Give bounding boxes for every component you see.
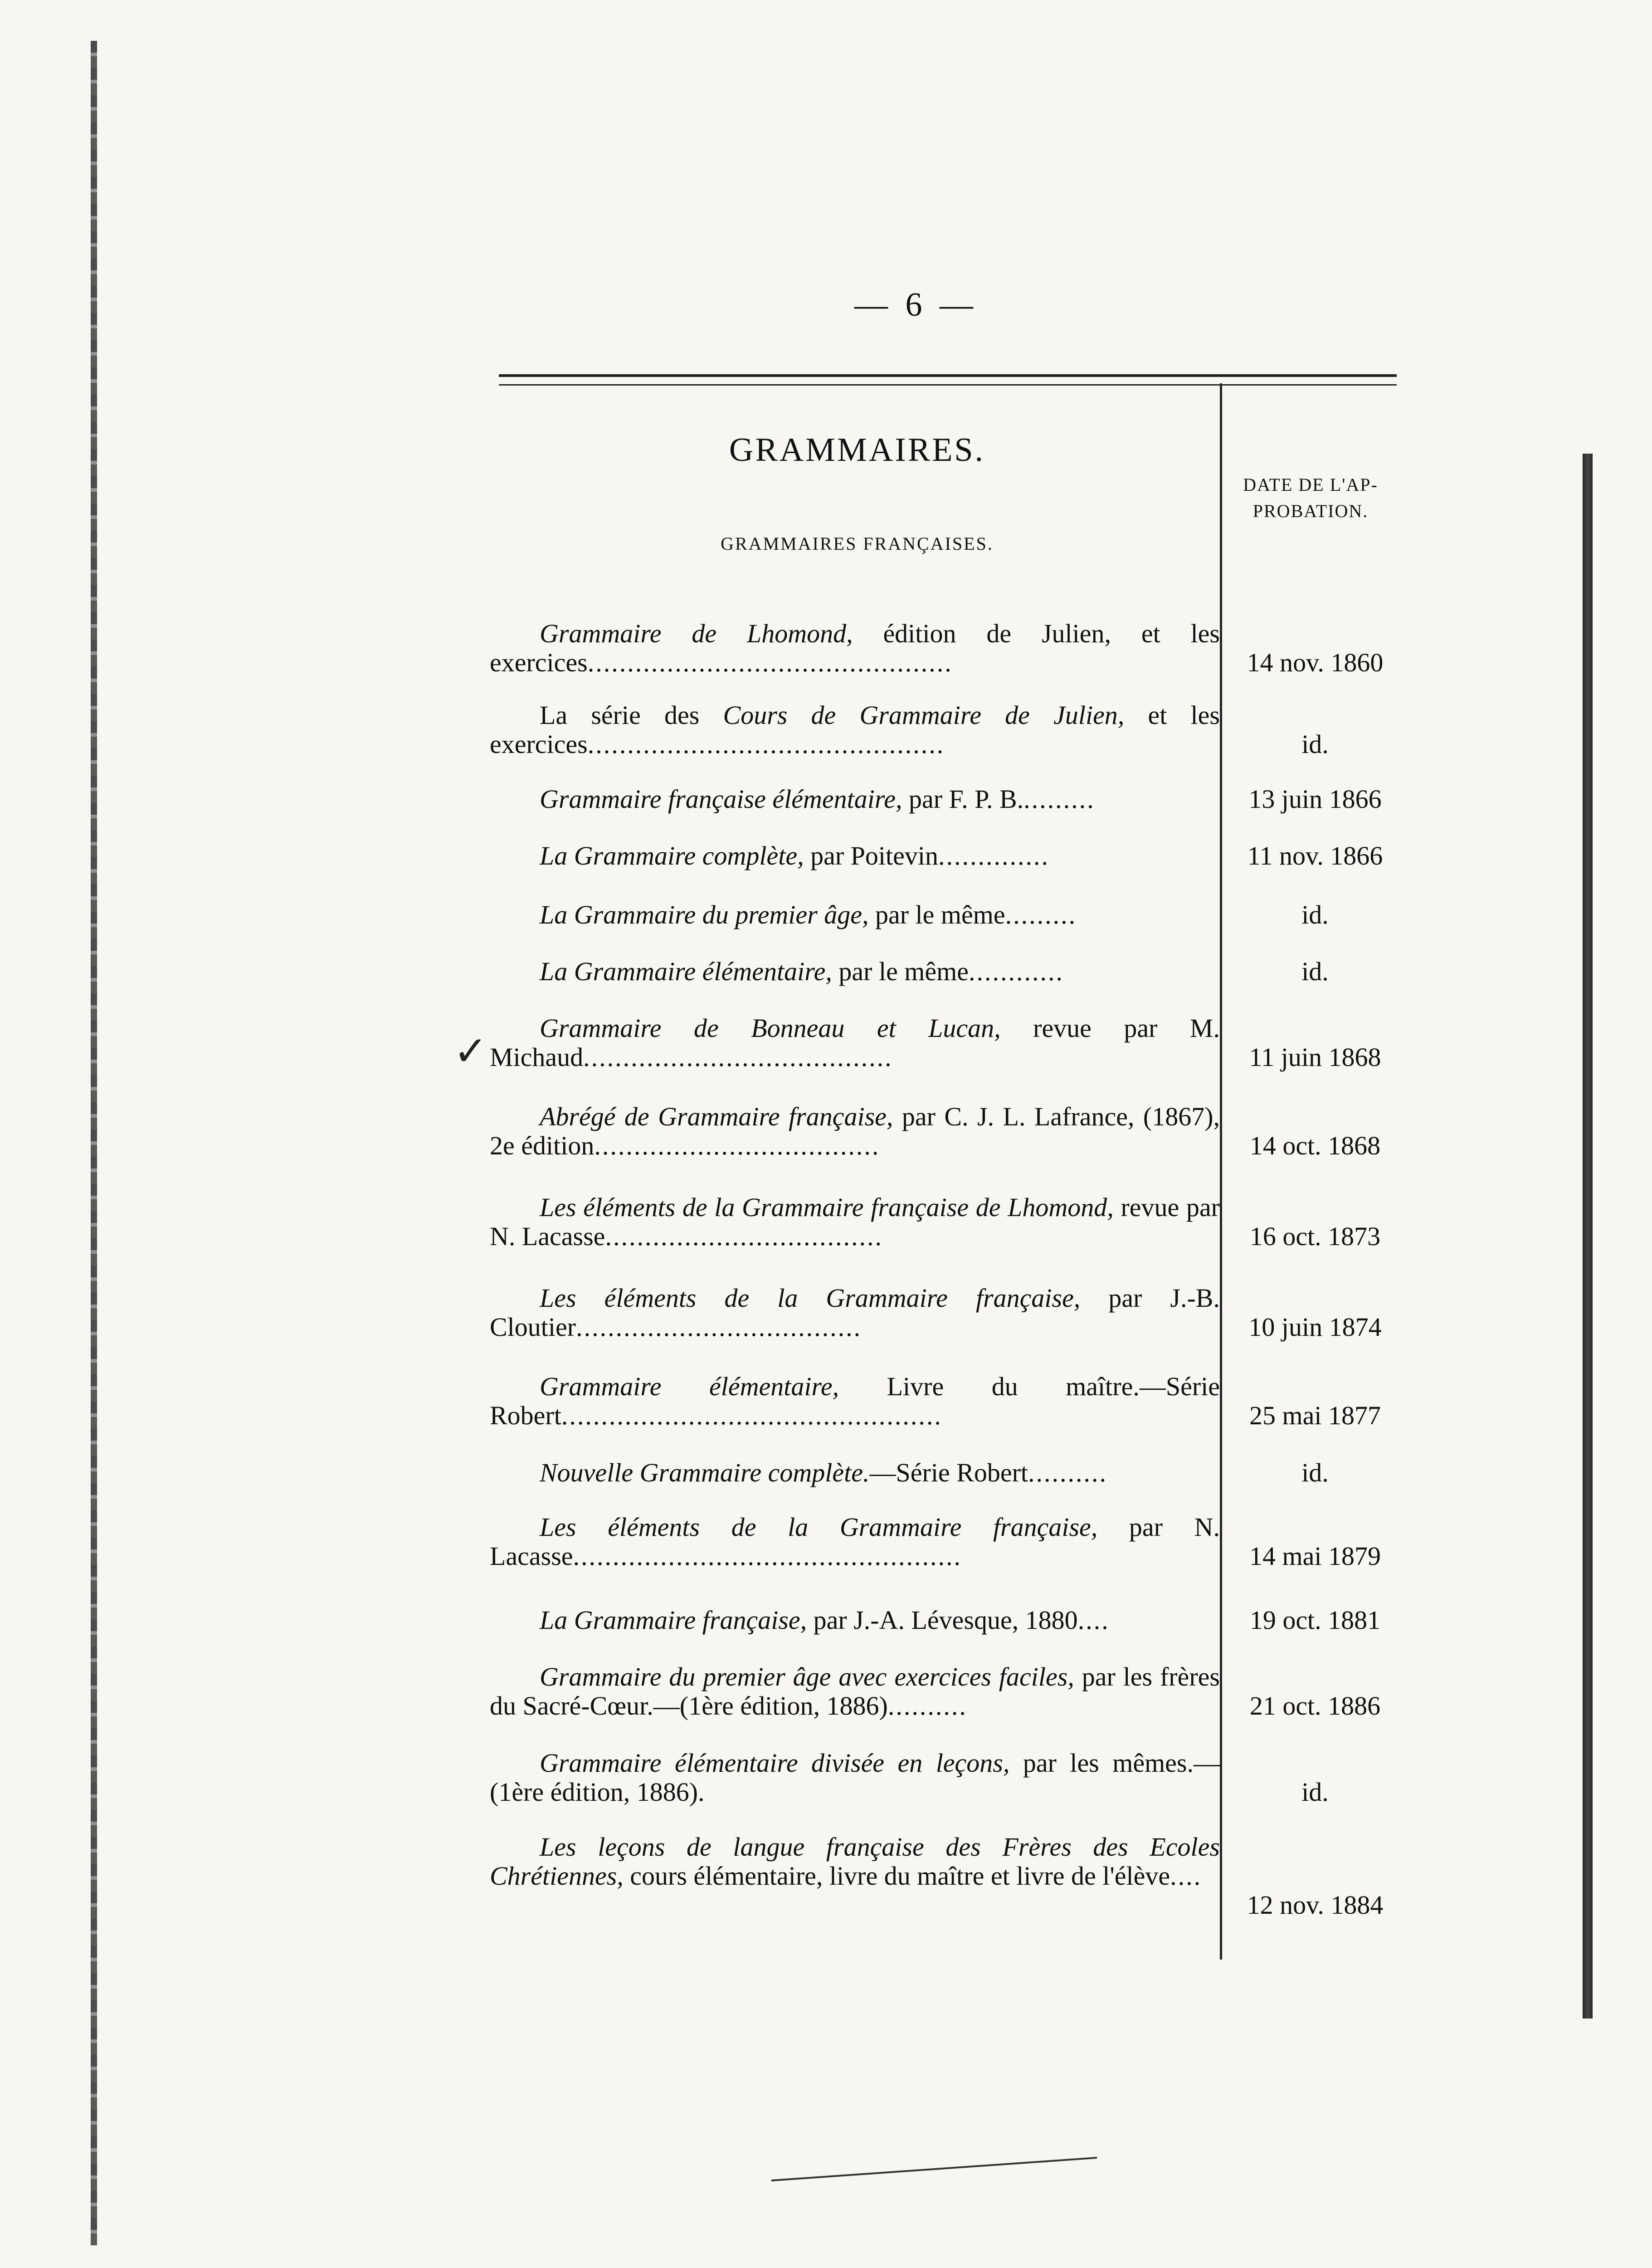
leader-dots: ................................................. bbox=[573, 1541, 962, 1571]
entry-text bbox=[490, 1284, 1220, 1342]
approval-date: 14 nov. 1860 bbox=[1247, 648, 1384, 677]
work-title: Les éléments de la Grammaire française, bbox=[540, 1512, 1098, 1542]
leader-dots: .......... bbox=[1028, 1458, 1108, 1487]
approval-date: 11 juin 1868 bbox=[1249, 1042, 1381, 1072]
approval-date: 19 oct. 1881 bbox=[1249, 1605, 1381, 1635]
entry-detail: par les mêmes.—(1ère édition, 1886). bbox=[490, 1748, 1220, 1807]
leader-dots: ............................................. bbox=[587, 729, 945, 759]
leader-dots: .... bbox=[1170, 1861, 1202, 1891]
entry-text bbox=[490, 1513, 1220, 1571]
work-title: Grammaire élémentaire divisée en leçons, bbox=[540, 1748, 1010, 1778]
leader-dots: .... bbox=[1077, 1605, 1110, 1635]
header-rule bbox=[499, 374, 1397, 386]
entry-detail: par J.-A. Lévesque, 1880 bbox=[807, 1605, 1078, 1635]
entry-detail: La série des bbox=[540, 700, 723, 730]
approval-date: 14 mai 1879 bbox=[1249, 1541, 1381, 1571]
scan-edge-left bbox=[91, 41, 97, 2245]
entry-text bbox=[490, 619, 1220, 677]
work-title: Les éléments de la Grammaire française de Lhomond, bbox=[540, 1193, 1114, 1222]
work-title: Grammaire de Lhomond, bbox=[540, 619, 853, 648]
leader-dots: ......... bbox=[1005, 900, 1077, 929]
leader-dots: ....................................... bbox=[583, 1042, 893, 1072]
work-title: La Grammaire complète, bbox=[540, 841, 804, 870]
entry-detail: par N. Lacasse bbox=[490, 1512, 1220, 1571]
entry-detail: par F. P. B. bbox=[902, 784, 1024, 814]
scan-edge-right bbox=[1583, 454, 1593, 2019]
leader-dots: ................................................ bbox=[561, 1401, 942, 1430]
work-title: Grammaire française élémentaire, bbox=[540, 784, 902, 814]
entry-detail: revue par M. Michaud bbox=[490, 1013, 1220, 1072]
approval-date: id. bbox=[1301, 957, 1329, 986]
work-title: Les leçons de langue française des Frères des Ecoles Chrétiennes, bbox=[490, 1832, 1220, 1891]
entry-detail: par J.-B. Cloutier bbox=[490, 1283, 1220, 1342]
entry-detail: —Série Robert bbox=[869, 1458, 1028, 1487]
leader-dots: ............ bbox=[969, 957, 1064, 986]
approval-date: 11 nov. 1866 bbox=[1247, 841, 1383, 870]
entry-text bbox=[490, 1606, 1220, 1635]
section-title: GRAMMAIRES. bbox=[729, 431, 985, 469]
work-title: Les éléments de la Grammaire française, bbox=[540, 1283, 1081, 1313]
approval-date: id. bbox=[1301, 1777, 1329, 1807]
entry-text bbox=[490, 1662, 1220, 1721]
subsection-title: GRAMMAIRES FRANÇAISES. bbox=[721, 533, 994, 554]
leader-dots: ................................... bbox=[605, 1222, 883, 1251]
entry-detail: Livre du maître.—Série Robert bbox=[490, 1372, 1220, 1430]
entry-text bbox=[490, 1014, 1220, 1072]
approval-date: 21 oct. 1886 bbox=[1249, 1691, 1381, 1721]
page-number: — 6 — bbox=[854, 286, 978, 323]
handwritten-check-mark: ✓ bbox=[453, 1029, 488, 1074]
approval-date: 16 oct. 1873 bbox=[1249, 1222, 1381, 1251]
entry-text bbox=[490, 1102, 1220, 1160]
approval-date: id. bbox=[1301, 729, 1329, 759]
entry-text bbox=[490, 957, 1220, 986]
leader-dots: .......... bbox=[887, 1691, 967, 1721]
work-title: Grammaire élémentaire, bbox=[540, 1372, 839, 1401]
approval-date: 14 oct. 1868 bbox=[1249, 1131, 1381, 1160]
column-divider bbox=[1220, 383, 1222, 1960]
leader-dots: ......... bbox=[1023, 784, 1095, 814]
entry-detail: cours élémentaire, livre du maître et livre de l'élève bbox=[623, 1861, 1170, 1891]
entry-detail: par les frères du Sacré-Cœur.—(1ère édition, 1886) bbox=[490, 1662, 1220, 1721]
entry-detail: revue par N. Lacasse bbox=[490, 1193, 1220, 1251]
approval-date: id. bbox=[1301, 900, 1329, 929]
work-title: Cours de Grammaire de Julien, bbox=[723, 700, 1125, 730]
leader-dots: .............................................. bbox=[587, 648, 953, 677]
work-title: Nouvelle Grammaire complète. bbox=[540, 1458, 870, 1487]
work-title: Abrégé de Grammaire française, bbox=[540, 1102, 893, 1131]
approval-date: 13 juin 1866 bbox=[1248, 784, 1382, 814]
approval-date: 25 mai 1877 bbox=[1249, 1401, 1381, 1430]
work-title: Grammaire de Bonneau et Lucan, bbox=[540, 1013, 1001, 1043]
work-title: Grammaire du premier âge avec exercices faciles, bbox=[540, 1662, 1074, 1691]
entry-detail: par le même bbox=[868, 900, 1005, 929]
work-title: La Grammaire élémentaire, bbox=[540, 957, 832, 986]
date-column-header: DATE DE L'AP-PROBATION. bbox=[1243, 474, 1378, 521]
entry-text bbox=[490, 1193, 1220, 1251]
entry-detail: édition de Julien, et les exercices bbox=[490, 619, 1220, 677]
approval-date: 10 juin 1874 bbox=[1248, 1312, 1382, 1342]
entry-text bbox=[490, 1372, 1220, 1430]
bottom-pen-stroke bbox=[771, 2157, 1097, 2181]
entry-text bbox=[490, 841, 1220, 870]
entry-detail: par C. J. L. Lafrance, (1867), 2e édition bbox=[490, 1102, 1220, 1160]
leader-dots: .................................... bbox=[594, 1131, 880, 1160]
entry-detail: par Poitevin bbox=[804, 841, 939, 870]
entry-detail: par le même bbox=[832, 957, 969, 986]
entry-text bbox=[490, 900, 1220, 929]
entry-text bbox=[490, 1749, 1220, 1807]
work-title: La Grammaire du premier âge, bbox=[540, 900, 869, 929]
entry-text bbox=[490, 1833, 1220, 1891]
leader-dots: .................................... bbox=[576, 1312, 862, 1342]
entry-text bbox=[490, 1458, 1220, 1487]
work-title: La Grammaire française, bbox=[540, 1605, 807, 1635]
approval-date: 12 nov. 1884 bbox=[1247, 1890, 1384, 1920]
approval-date: id. bbox=[1301, 1458, 1329, 1487]
leader-dots: .............. bbox=[938, 841, 1050, 870]
entry-text bbox=[490, 785, 1220, 814]
entry-text bbox=[490, 701, 1220, 759]
entry-detail: et les exercices bbox=[490, 700, 1220, 759]
